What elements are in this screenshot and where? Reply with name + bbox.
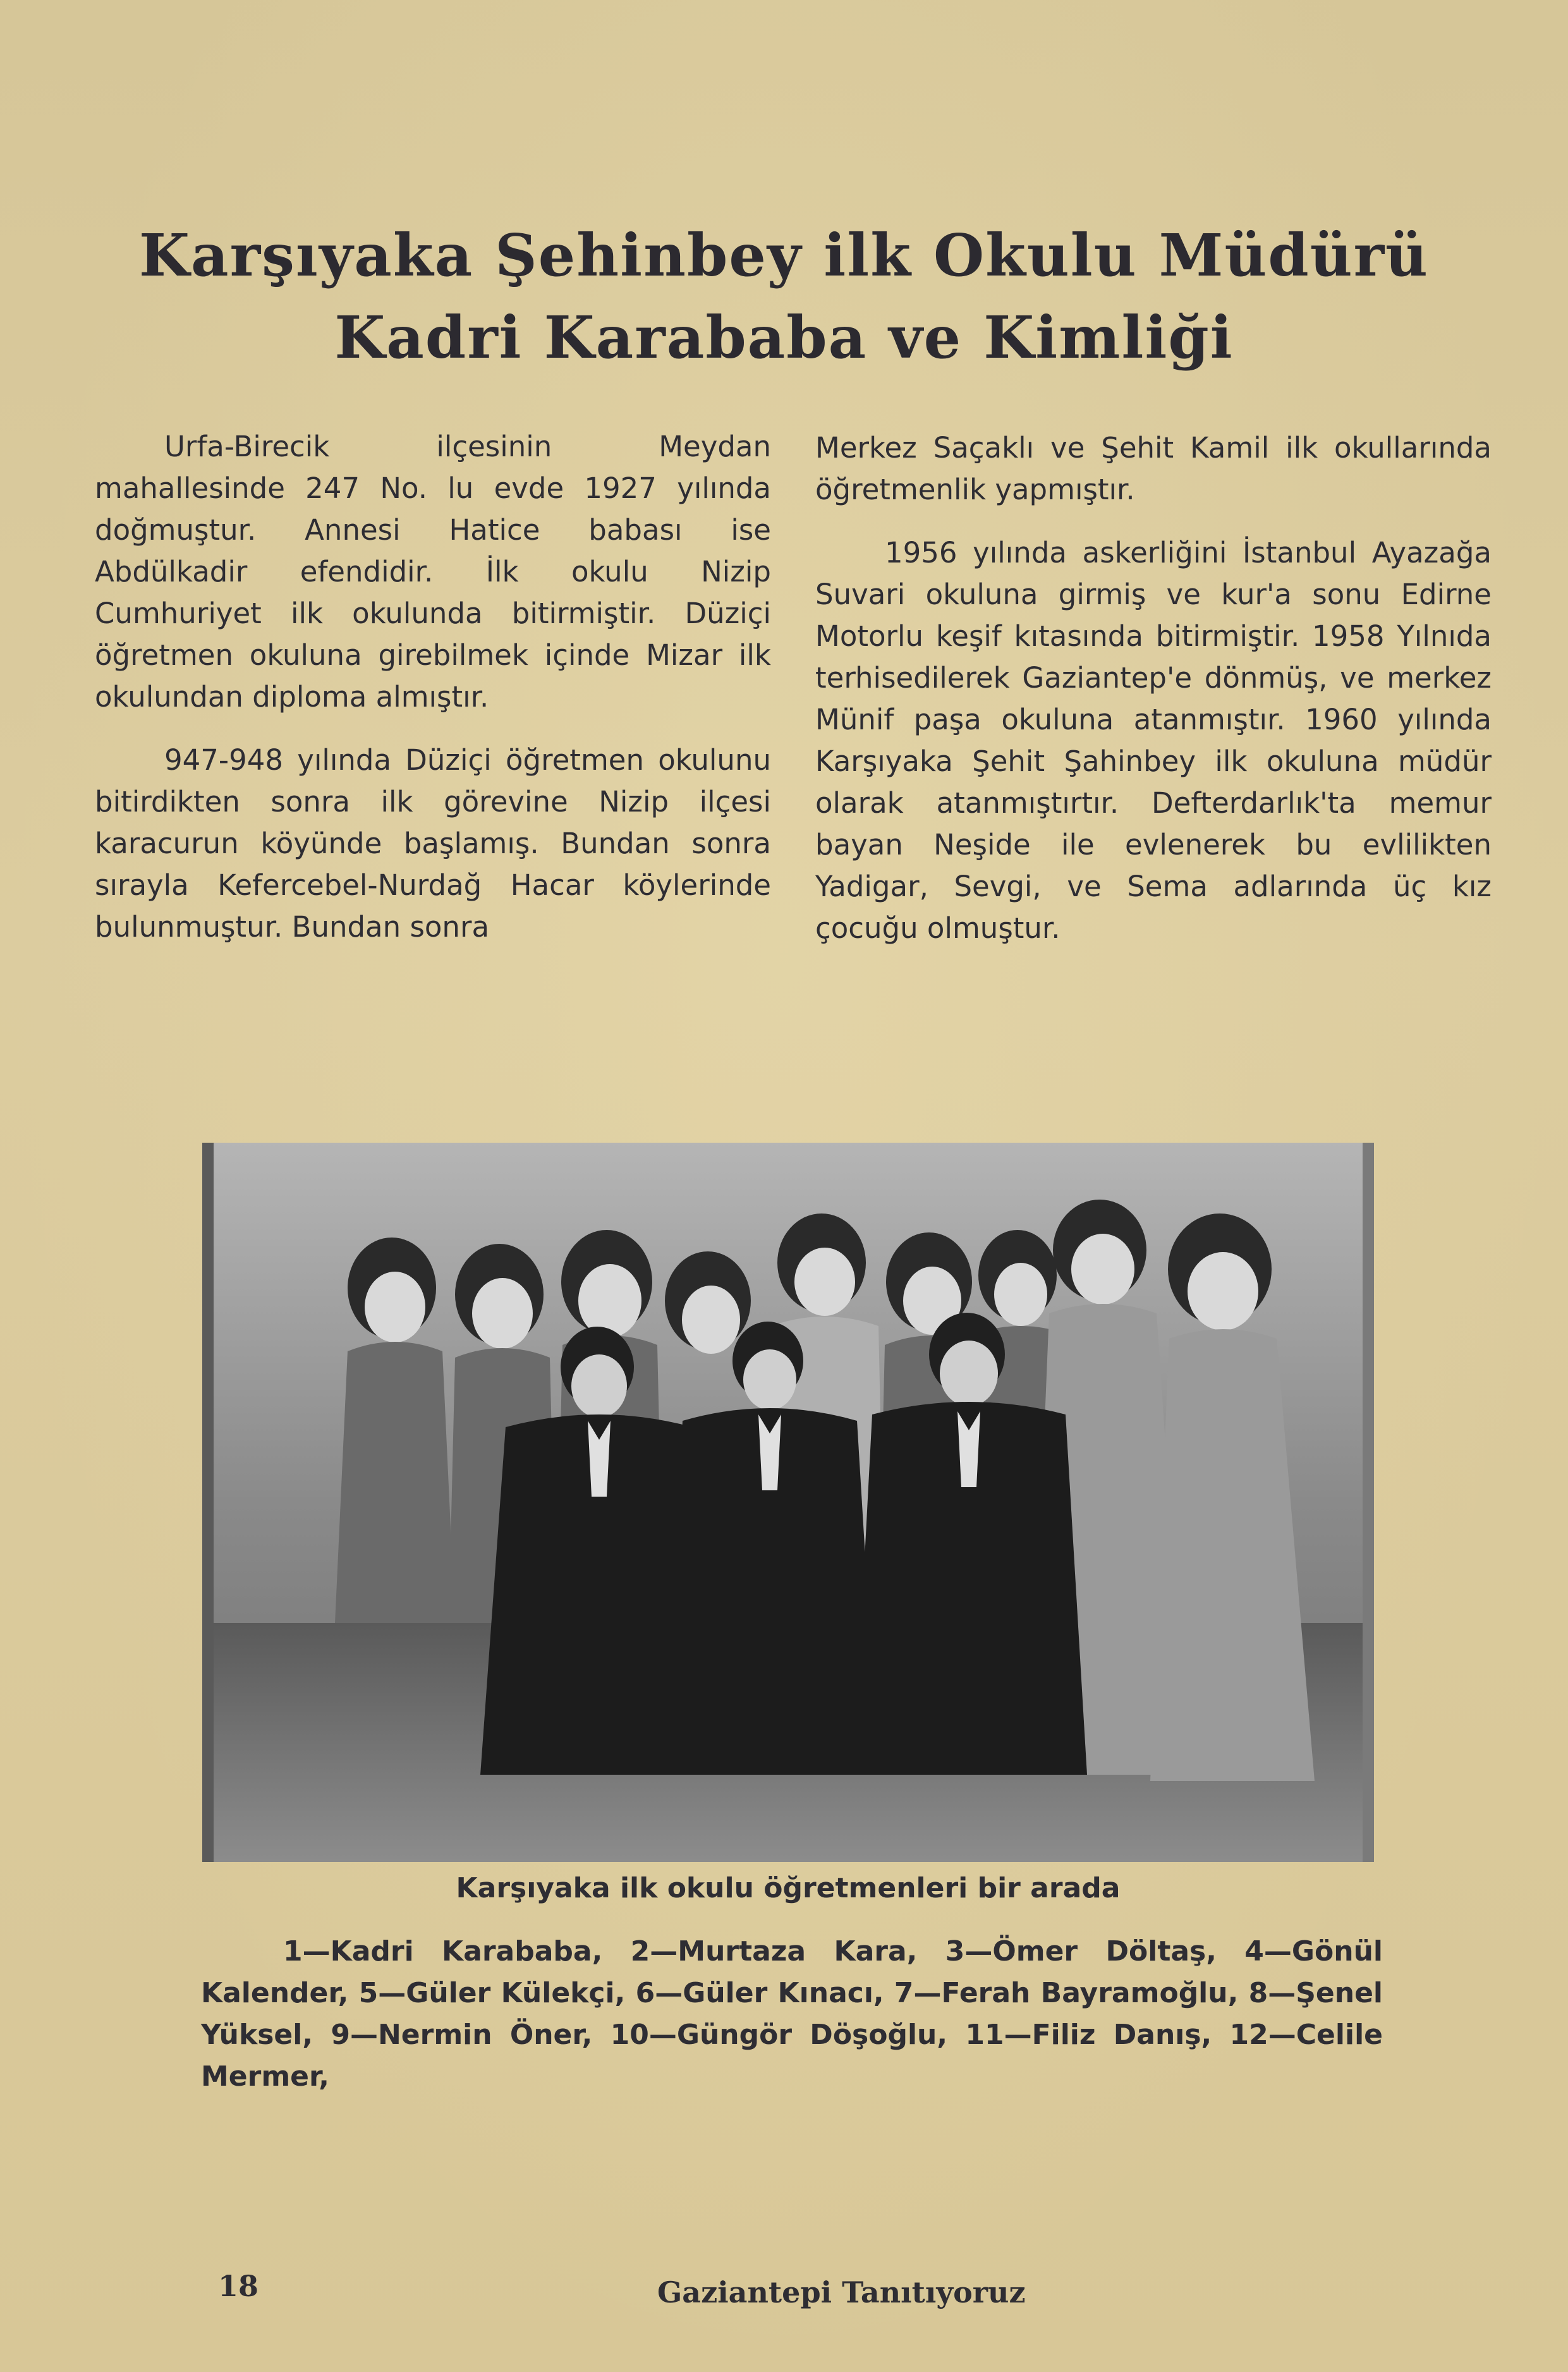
left-column	[95, 426, 771, 970]
right-paragraph-2: 1956 yılında askerliğini İstanbul Ayazağa Suvari okuluna girmiş ve kur'a sonu Edirne Motorlu keşif kıtasında bitirmiştir. 1958 Yılnıda terhisedilerek Gaziantep'e dönmüş, ve merkez Münif paşa okuluna atanmıştır. 1960 yılında Karşıyaka Şehit Şahinbey ilk okuluna müdür olarak atanmıştırtır. Defterdarlık'ta memur bayan Neşide ile evlenerek bu evlilikten Yadigar, Sevgi, ve Sema adlarında üç kız çocuğu olmuştur.	[815, 536, 1492, 945]
publication-title: Gaziantepi Tanıtıyoruz	[657, 2275, 1026, 2309]
right-paragraph-1: Merkez Saçaklı ve Şehit Kamil ilk okullarında öğretmenlik yapmıştır.	[815, 431, 1492, 506]
left-paragraph-2: 947-948 yılında Düziçi öğretmen okulunu bitirdikten sonra ilk görevine Nizip ilçesi karacurun köyünde başlamış. Bundan sonra sırayla Kefercebel-Nurdağ Hacar köylerinde bulunmuştur. Bundan sonra	[95, 743, 771, 944]
group-photo	[202, 1143, 1374, 1862]
left-paragraph-1: Urfa-Birecik ilçesinin Meydan mahallesinde 247 No. lu evde 1927 yılında doğmuştur. Annesi Hatice babası ise Abdülkadir efendidir. İlk okulu Nizip Cumhuriyet ilk okulunda bitirmiştir. Düziçi öğretmen okuluna girebilmek içinde Mizar ilk okulundan diploma almıştır.	[95, 430, 771, 714]
right-column	[815, 427, 1492, 971]
photo-name-list: 1—Kadri Karababa, 2—Murtaza Kara, 3—Ömer Döltaş, 4—Gönül Kalender, 5—Güler Külekçi, 6—Güler Kınacı, 7—Ferah Bayramoğlu, 8—Şenel Yüksel, 9—Nermin Öner, 10—Güngör Döşoğlu, 11—Filiz Danış, 12—Celile Mermer,	[201, 1935, 1383, 2093]
photo-caption: Karşıyaka ilk okulu öğretmenleri bir arada	[456, 1872, 1121, 1904]
article-title-line-1: Karşıyaka Şehinbey ilk Okulu Müdürü	[139, 221, 1429, 289]
page-number: 18	[218, 2269, 259, 2303]
article-title-line-2: Kadri Karababa ve Kimliği	[334, 303, 1234, 372]
